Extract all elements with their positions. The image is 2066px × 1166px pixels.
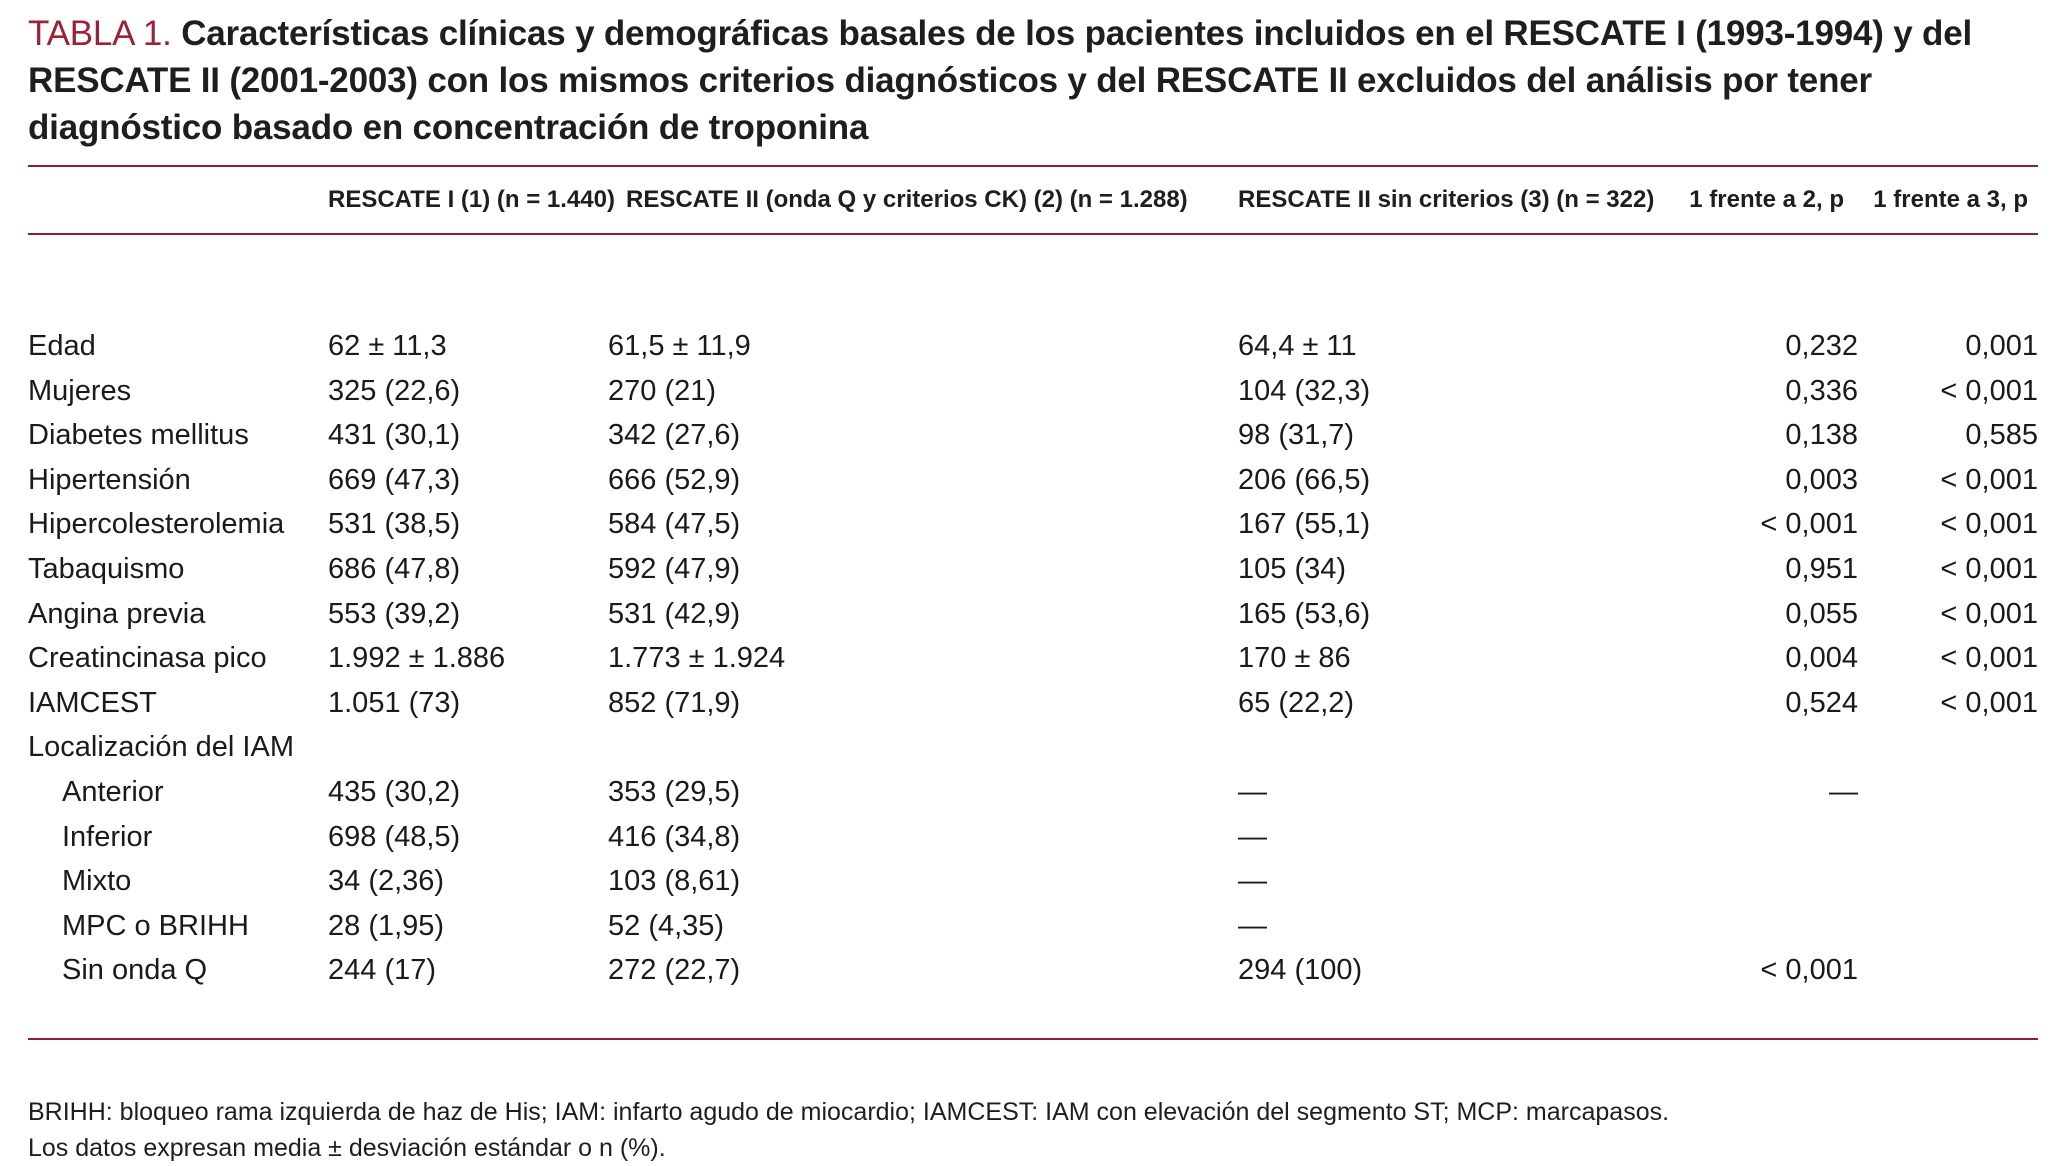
cell-p-1-vs-2 (1668, 815, 1858, 860)
table-row (28, 592, 2038, 637)
cell-rescate-1: 435 (30,2) (328, 775, 461, 808)
bottom-separator (28, 1039, 2038, 1085)
table-row (28, 547, 2038, 592)
spacer-row (28, 280, 2038, 325)
table-row (28, 815, 2038, 860)
cell-rescate-2-sin-criterios (1238, 726, 1668, 771)
table-row (28, 369, 2038, 414)
cell-rescate-2-sin-criterios: 104 (32,3) (1238, 374, 1371, 407)
cell-p-1-vs-3 (1858, 815, 2038, 860)
table-caption (28, 10, 2038, 151)
row-label: Creatincinasa pico (28, 642, 267, 675)
header-cell-label (28, 167, 328, 234)
table-row (28, 636, 2038, 681)
cell-rescate-2: 584 (47,5) (608, 508, 741, 541)
cell-rescate-2-sin-criterios: 65 (22,2) (1238, 686, 1355, 719)
cell-p-1-vs-2: < 0,001 (1760, 508, 1858, 541)
cell-rescate-2: 666 (52,9) (608, 463, 741, 496)
cell-rescate-1: 431 (30,1) (328, 419, 461, 452)
cell-p-1-vs-2: 0,004 (1785, 642, 1858, 675)
header-separator (28, 234, 2038, 280)
table-row (28, 949, 2038, 994)
table-header-row (28, 167, 2038, 234)
cell-rescate-2-sin-criterios: 294 (100) (1238, 954, 1363, 987)
header-cell-p-1-vs-3: 1 frente a 3, p (1873, 186, 2028, 213)
cell-rescate-2: 272 (22,7) (608, 954, 741, 987)
cell-rescate-1: 244 (17) (328, 954, 437, 987)
cell-rescate-2: 270 (21) (608, 374, 717, 407)
table-row (28, 859, 2038, 904)
table-row (28, 770, 2038, 815)
cell-p-1-vs-3 (1858, 770, 2038, 815)
footnotes (28, 1094, 2038, 1166)
cell-rescate-2 (608, 726, 1238, 771)
cell-rescate-1: 1.992 ± 1.886 (328, 642, 506, 675)
footnote-data-format: Los datos expresan media ± desviación estándar o n (%). (28, 1134, 666, 1163)
cell-rescate-2-sin-criterios: 167 (55,1) (1238, 508, 1371, 541)
cell-p-1-vs-3: 0,585 (1965, 419, 2038, 452)
cell-rescate-2: 592 (47,9) (608, 552, 741, 585)
data-table (28, 167, 2038, 1084)
cell-rescate-2: 852 (71,9) (608, 686, 741, 719)
cell-rescate-2-sin-criterios: — (1238, 775, 1267, 808)
table-caption-text: Características clínicas y demográficas basales de los pacientes incluidos en el RESCATE I (1993-1994) y del RESCATE II (2001-2003) con los mismos criterios diagnósticos y del RESCATE II excluidos del análisis por tener diagnóstico basado en concentración de troponina (28, 14, 1972, 147)
cell-p-1-vs-3: < 0,001 (1940, 508, 2038, 541)
row-label: Tabaquismo (28, 552, 185, 585)
table-body (28, 234, 2038, 1084)
row-label: Edad (28, 329, 96, 362)
row-label: Inferior (62, 820, 153, 853)
spacer-cell (28, 993, 2038, 1039)
cell-rescate-2: 353 (29,5) (608, 775, 741, 808)
cell-rescate-2-sin-criterios: 165 (53,6) (1238, 597, 1371, 630)
cell-p-1-vs-3 (1858, 726, 2038, 771)
cell-rescate-1: 531 (38,5) (328, 508, 461, 541)
cell-rescate-2-sin-criterios: 206 (66,5) (1238, 463, 1371, 496)
cell-p-1-vs-2: — (1829, 775, 1858, 808)
cell-p-1-vs-2: 0,524 (1785, 686, 1858, 719)
cell-rescate-1: 669 (47,3) (328, 463, 461, 496)
cell-p-1-vs-3: < 0,001 (1940, 642, 2038, 675)
header-cell-p-1-vs-2: 1 frente a 2, p (1689, 186, 1844, 213)
cell-rescate-2: 52 (4,35) (608, 909, 725, 942)
cell-rescate-2-sin-criterios: 98 (31,7) (1238, 419, 1355, 452)
cell-p-1-vs-3: < 0,001 (1940, 686, 2038, 719)
cell-rescate-2-sin-criterios: — (1238, 820, 1267, 853)
cell-p-1-vs-3: < 0,001 (1940, 463, 2038, 496)
cell-rescate-2: 103 (8,61) (608, 865, 741, 898)
cell-rescate-2: 416 (34,8) (608, 820, 741, 853)
row-label: Mixto (62, 865, 132, 898)
cell-rescate-2-sin-criterios: — (1238, 865, 1267, 898)
cell-p-1-vs-2: 0,055 (1785, 597, 1858, 630)
row-label: Diabetes mellitus (28, 419, 249, 452)
row-label: Sin onda Q (62, 954, 208, 987)
table-row (28, 324, 2038, 369)
table-caption-label: TABLA 1. (28, 14, 172, 53)
table-page (28, 10, 2038, 1166)
cell-rescate-1 (328, 726, 608, 771)
table-row (28, 458, 2038, 503)
cell-p-1-vs-3 (1858, 949, 2038, 994)
bottom-separator-rule (28, 1039, 2038, 1085)
header-cell-rescate-2: RESCATE II (onda Q y criterios CK) (2) (n = 1.288) (626, 186, 1188, 213)
cell-rescate-2: 342 (27,6) (608, 419, 741, 452)
cell-p-1-vs-2: 0,138 (1785, 419, 1858, 452)
cell-rescate-1: 1.051 (73) (328, 686, 461, 719)
table-row (28, 726, 2038, 771)
cell-rescate-1: 325 (22,6) (328, 374, 461, 407)
cell-rescate-1: 28 (1,95) (328, 909, 445, 942)
row-label: Anterior (62, 775, 164, 808)
cell-rescate-1: 686 (47,8) (328, 552, 461, 585)
cell-p-1-vs-3: < 0,001 (1940, 597, 2038, 630)
cell-rescate-2-sin-criterios: 170 ± 86 (1238, 642, 1351, 675)
cell-p-1-vs-2: 0,336 (1785, 374, 1858, 407)
spacer-cell (28, 280, 2038, 325)
cell-rescate-1: 62 ± 11,3 (328, 329, 447, 362)
cell-rescate-2: 61,5 ± 11,9 (608, 329, 751, 362)
cell-p-1-vs-2: 0,951 (1785, 552, 1858, 585)
cell-p-1-vs-3 (1858, 904, 2038, 949)
cell-rescate-2-sin-criterios: — (1238, 909, 1267, 942)
cell-rescate-1: 553 (39,2) (328, 597, 461, 630)
cell-p-1-vs-2: 0,232 (1785, 329, 1858, 362)
header-separator-rule (28, 234, 2038, 280)
row-label: Localización del IAM (28, 731, 294, 764)
row-label: Angina previa (28, 597, 206, 630)
cell-p-1-vs-3: < 0,001 (1940, 552, 2038, 585)
footnote-abbreviations: BRIHH: bloqueo rama izquierda de haz de His; IAM: infarto agudo de miocardio; IAMCEST: IAM con elevación del segmento ST; MCP: marcapasos. (28, 1098, 1670, 1127)
cell-p-1-vs-3 (1858, 859, 2038, 904)
header-cell-rescate-1: RESCATE I (1) (n = 1.440) (328, 186, 615, 213)
table-row (28, 681, 2038, 726)
cell-p-1-vs-2 (1668, 726, 1858, 771)
row-label: Hipercolesterolemia (28, 508, 285, 541)
row-label: IAMCEST (28, 686, 157, 719)
cell-rescate-1: 34 (2,36) (328, 865, 445, 898)
cell-p-1-vs-3: < 0,001 (1940, 374, 2038, 407)
row-label: MPC o BRIHH (62, 909, 249, 942)
cell-p-1-vs-3: 0,001 (1965, 329, 2038, 362)
cell-p-1-vs-2 (1668, 904, 1858, 949)
cell-rescate-2-sin-criterios: 64,4 ± 11 (1238, 329, 1357, 362)
header-cell-rescate-2-sin-criterios: RESCATE II sin criterios (3) (n = 322) (1238, 186, 1655, 213)
cell-p-1-vs-2: 0,003 (1785, 463, 1858, 496)
row-label: Mujeres (28, 374, 132, 407)
table-row (28, 904, 2038, 949)
cell-rescate-2: 531 (42,9) (608, 597, 741, 630)
cell-rescate-1: 698 (48,5) (328, 820, 461, 853)
cell-rescate-2-sin-criterios: 105 (34) (1238, 552, 1347, 585)
cell-p-1-vs-2 (1668, 859, 1858, 904)
table-row (28, 413, 2038, 458)
cell-p-1-vs-2: < 0,001 (1760, 954, 1858, 987)
cell-rescate-2: 1.773 ± 1.924 (608, 642, 786, 675)
row-label: Hipertensión (28, 463, 191, 496)
table-row (28, 503, 2038, 548)
spacer-row (28, 993, 2038, 1039)
